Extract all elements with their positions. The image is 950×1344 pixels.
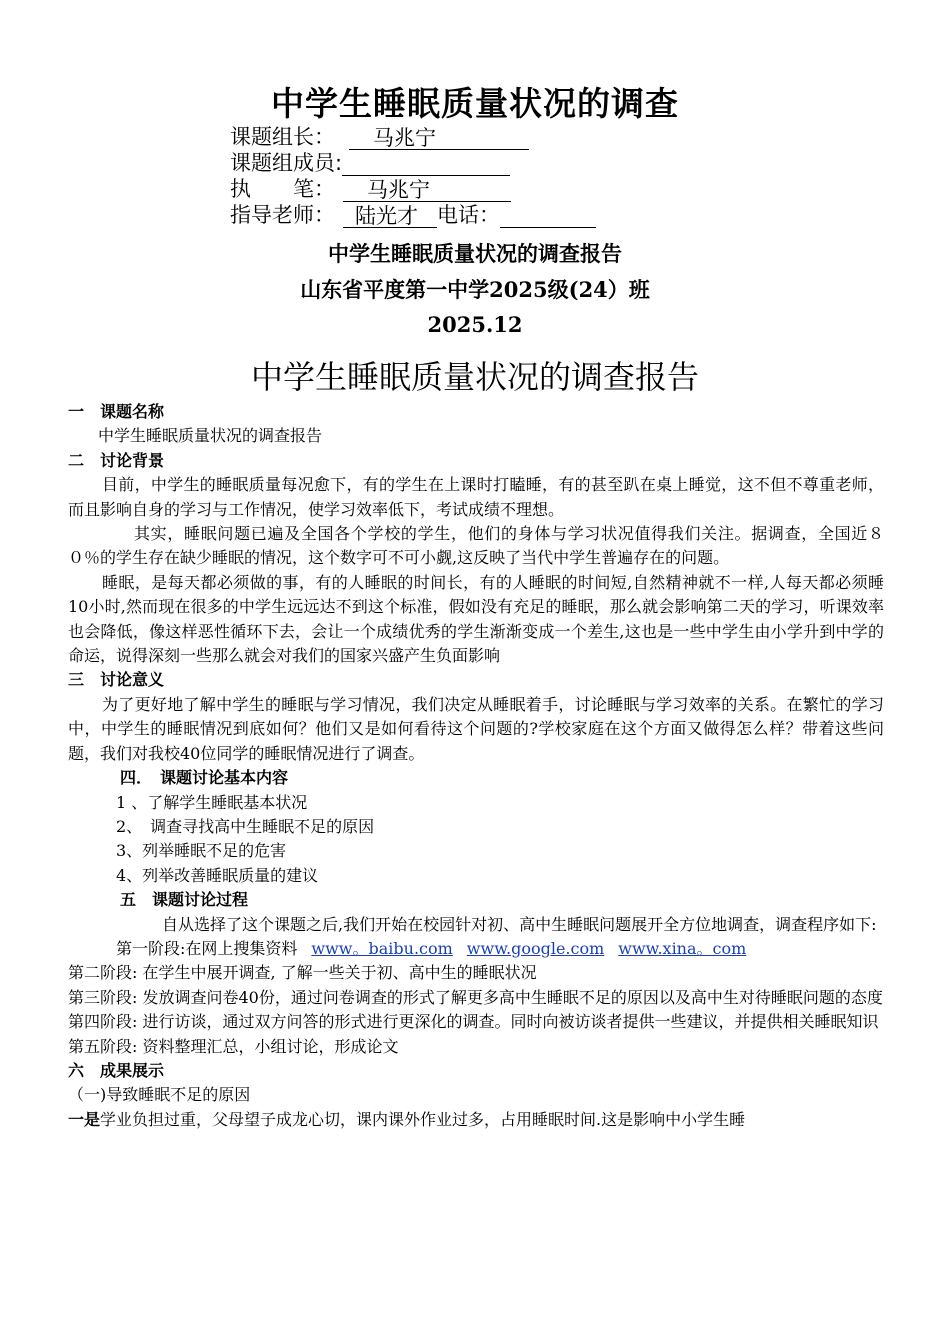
section-2-heading: 二 讨论背景 — [68, 450, 165, 470]
writer-row — [230, 176, 511, 202]
section-5-heading: 五 课题讨论过程 — [120, 890, 249, 910]
leader-label: 课题组长： — [230, 125, 335, 149]
leader-row — [230, 124, 529, 150]
advisor-row — [230, 202, 596, 228]
section-2-paragraph-2: 其实，睡眠问题已遍及全国各个学校的学生，他们的身体与学习状况值得我们关注。据调查，全国近８０％的学生存在缺少睡眠的情况，这个数字可不可小觑,这反映了当代中学生普遍存在的问题。 — [68, 524, 884, 568]
link-baibu[interactable]: www。baibu.com — [311, 938, 453, 958]
section-4-item-3: 3、列举睡眠不足的危害 — [116, 841, 287, 861]
section-6-subheading: （一)导致睡眠不足的原因 — [68, 1085, 251, 1105]
stage-3-text: 第三阶段: 发放调查问卷40份，通过问卷调查的形式了解更多高中生睡眠不足的原因以及高中生对待睡眠问题的态度 — [68, 987, 883, 1007]
stage-5-text: 第五阶段: 资料整理汇总，小组讨论，形成论文 — [68, 1036, 399, 1056]
writer-name: 马兆宁 — [343, 177, 511, 202]
section-2-paragraph-3: 睡眠，是每天都必须做的事，有的人睡眠的时间长，有的人睡眠的时间短,自然精神就不一样,人每天都必须睡10小时,然而现在很多的中学生远远达不到这个标准，假如没有充足的睡眠，那么就会影响第二天的学习，听课效率也会降低，像这样恶性循环下去，会让一个成绩优秀的学生渐渐变成一个差生,这也是一些中学生由小学升到中学的命运，说得深刻一些那么就会对我们的国家兴盛产生负面影响 — [68, 572, 884, 666]
section-6-lead: 一是 — [68, 1109, 101, 1129]
stage-4-text: 第四阶段: 进行访谈，通过双方问答的形式进行更深化的调查。同时向被访谈者提供一些建议，并提供相关睡眠知识 — [68, 1012, 879, 1032]
link-xina[interactable]: www.xina。com — [618, 938, 747, 958]
section-2-paragraph-1: 目前，中学生的睡眠质量每况愈下，有的学生在上课时打瞌睡，有的甚至趴在桌上睡觉，这不但不尊重老师，而且影响自身的学习与工作情况，使学习效率低下，考试成绩不理想。 — [68, 475, 884, 519]
stage-2-text: 第二阶段: 在学生中展开调查, 了解一些关于初、高中生的睡眠状况 — [68, 963, 537, 983]
link-google[interactable]: www.google.com — [466, 938, 605, 958]
section-3-paragraph: 为了更好地了解中学生的睡眠与学习情况，我们决定从睡眠着手，讨论睡眠与学习效率的关系。在繁忙的学习中，中学生的睡眠情况到底如何？他们又是如何看待这个问题的?学校家庭在这个方面又做得怎么样？带着这些问题，我们对我校40位同学的睡眠情况进行了调查。 — [68, 694, 884, 763]
report-body — [68, 400, 884, 1132]
leader-name: 马兆宁 — [349, 125, 529, 150]
section-1-heading: 一 课题名称 — [68, 402, 165, 421]
phone-blank — [500, 203, 596, 228]
section-6-heading: 六 成果展示 — [68, 1060, 165, 1080]
section-4-item-1: 1 、了解学生睡眠基本状况 — [116, 792, 308, 812]
members-label: 课题组成员: — [230, 151, 343, 175]
report-subtitle: 中学生睡眠质量状况的调查报告 — [328, 241, 622, 266]
section-1-text: 中学生睡眠质量状况的调查报告 — [98, 426, 323, 446]
document-title: 中学生睡眠质量状况的调查 — [271, 84, 679, 123]
advisor-name: 陆光才 — [343, 203, 437, 228]
school-line: 山东省平度第一中学2025级(24）班 — [300, 277, 650, 302]
section-4-item-2: 2、 调查寻找高中生睡眠不足的原因 — [116, 816, 375, 836]
section-6-text: 学业负担过重，父母望子成龙心切，课内课外作业过多，占用睡眠时间.这是影响中小学生睡 — [100, 1109, 746, 1129]
section-3-heading: 三 讨论意义 — [68, 670, 165, 690]
section-5-paragraph: 自从选择了这个课题之后,我们开始在校园针对初、高中生睡眠问题展开全方位地调查，调查程序如下: — [162, 914, 877, 934]
main-title: 中学生睡眠质量状况的调查报告 — [250, 358, 699, 396]
stage-1-row — [68, 937, 884, 961]
writer-label: 执 笔： — [230, 177, 335, 201]
advisor-label: 指导老师： — [230, 203, 335, 227]
stage-1-text: 第一阶段:在网上搜集资料 — [116, 938, 298, 958]
section-4-item-4: 4、列举改善睡眠质量的建议 — [116, 865, 319, 885]
members-row — [230, 150, 510, 176]
members-blank — [342, 151, 510, 176]
section-4-heading: 四． 课题讨论基本内容 — [120, 768, 289, 788]
report-date: 2025.12 — [427, 312, 523, 337]
section-6-paragraph — [68, 1108, 884, 1132]
phone-label: 电话： — [437, 203, 500, 227]
